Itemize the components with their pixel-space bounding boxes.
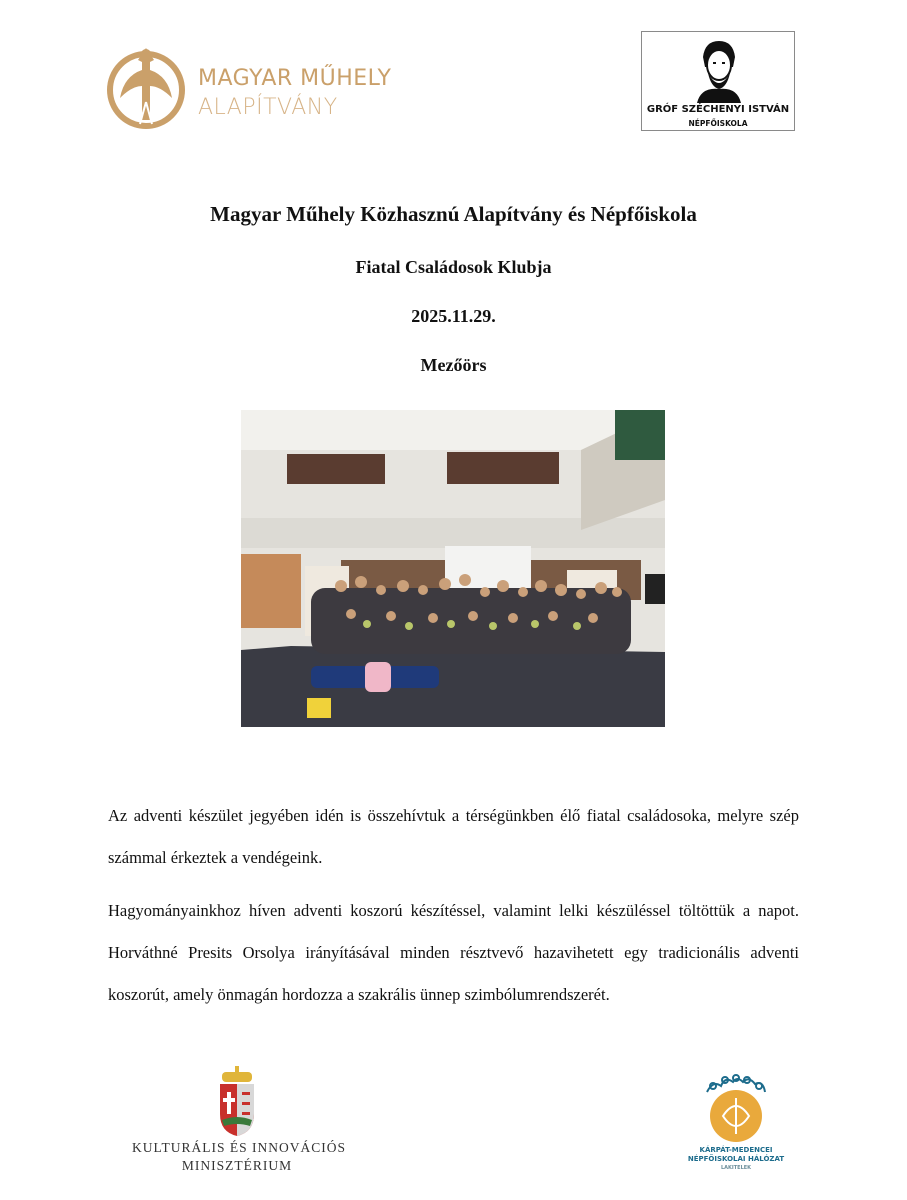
szechenyi-nepfoiskola-logo xyxy=(641,31,795,131)
group-photo xyxy=(241,410,665,727)
left-logo-line1: MAGYAR MŰHELY xyxy=(198,66,392,91)
document-title: Magyar Műhely Közhasznú Alapítvány és Népfőiskola xyxy=(210,202,697,226)
portrait-icon xyxy=(689,37,749,103)
event-date: 2025.11.29. xyxy=(411,306,496,326)
right-logo-line1: GRÓF SZÉCHENYI ISTVÁN xyxy=(646,104,790,115)
magyar-muhely-logo xyxy=(106,40,406,140)
network-name-line1: KÁRPÁT-MEDENCEI xyxy=(699,1146,773,1154)
hungarian-coat-of-arms-icon xyxy=(216,1066,258,1138)
left-logo-line2: ALAPÍTVÁNY xyxy=(198,95,338,120)
paragraph-2: Hagyományainkhoz híven adventi koszorú készítéssel, valamint lelki készüléssel töltöttük a napot. Horváthné Presits Orsolya irányításával minden résztvevő hazavihetett egy tradicionális adventi koszorút, amely önmagán hordozza a szakrális ünnep szimbólumrendszerét. xyxy=(108,901,799,1004)
ministry-logo xyxy=(132,1066,347,1176)
ministry-name-line2: MINISZTÉRIUM xyxy=(181,1158,293,1173)
network-name-line2: NÉPFŐISKOLAI HÁLÓZAT xyxy=(687,1155,785,1163)
eagle-emblem-icon xyxy=(106,40,186,136)
event-place: Mezőörs xyxy=(420,355,487,375)
ministry-name-line1: KULTURÁLIS ÉS INNOVÁCIÓS xyxy=(132,1140,347,1155)
nepfoiskolai-halozat-logo xyxy=(676,1074,796,1174)
network-name-line3: LAKITELEK xyxy=(720,1165,752,1171)
right-logo-line2: NÉPFŐISKOLA xyxy=(688,119,748,128)
paragraph-1: Az adventi készület jegyében idén is összehívtuk a térségünkben élő fiatal családosoka, melyre szép számmal érkeztek a vendégeink. xyxy=(108,806,799,867)
network-emblem-icon xyxy=(699,1074,773,1144)
document-subtitle: Fiatal Családosok Klubja xyxy=(355,257,552,277)
